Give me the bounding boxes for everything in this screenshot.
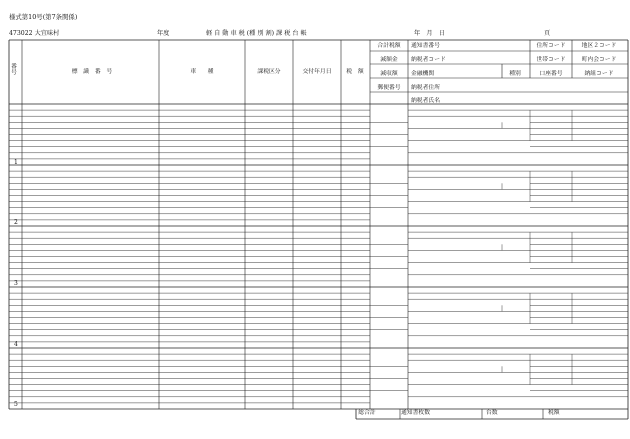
header-household-code: 世帯コード [536, 57, 566, 63]
header-address-code: 住所コード [536, 43, 566, 49]
column-tax-amount: 税 額 [346, 69, 364, 75]
column-seq: 番号 [11, 64, 17, 77]
footer-total: 総合計 [358, 410, 376, 416]
column-issue-date: 交付年月日 [302, 69, 332, 75]
header-bank: 金融機関 [411, 71, 435, 77]
year-label: 年度 [157, 30, 170, 37]
page-label: 頁 [544, 30, 551, 37]
row-marker-2: 2 [14, 219, 18, 226]
footer-tax: 税額 [548, 410, 560, 416]
column-plate: 標 識 番 号 [71, 69, 113, 75]
column-tax-class: 課税区分 [257, 69, 281, 75]
form-id: 様式第10号(第7条関係) [9, 13, 78, 21]
header-account-number: 口座番号 [539, 71, 563, 77]
header-district2-code: 地区２コード [581, 43, 617, 49]
row-marker-4: 4 [14, 341, 18, 348]
header-postal-code: 郵便番号 [377, 85, 401, 91]
row-marker-3: 3 [14, 280, 18, 287]
header-account-type: 種別 [509, 71, 521, 77]
row-marker-5: 5 [14, 401, 18, 408]
header-taxpayer-address: 納税者住所 [411, 85, 440, 91]
header-payment-group-code: 納組コード [584, 71, 614, 77]
header-taxpayer-name: 納税者氏名 [411, 98, 440, 104]
header-total-tax: 合計税額 [377, 43, 401, 49]
header-revenue-reduction: 減収額 [380, 71, 398, 77]
footer-units: 台数 [486, 410, 498, 416]
date-label: 年 月 日 [414, 30, 445, 37]
header-notice-number: 通知書番号 [411, 43, 440, 49]
ledger-title: 軽 自 動 車 税 (種 別 割) 課 税 台 帳 [206, 30, 307, 37]
header-neighborhood-code: 町内会コード [581, 57, 617, 63]
footer-notice-count: 通知書枚数 [401, 410, 430, 416]
header-taxpayer-code: 納税者コード [411, 57, 446, 63]
municipality: 473022 大宜味村 [9, 30, 60, 37]
header-reduction: 減額金 [380, 57, 398, 63]
column-vehicle: 車 種 [190, 69, 214, 75]
row-marker-1: 1 [14, 159, 18, 166]
